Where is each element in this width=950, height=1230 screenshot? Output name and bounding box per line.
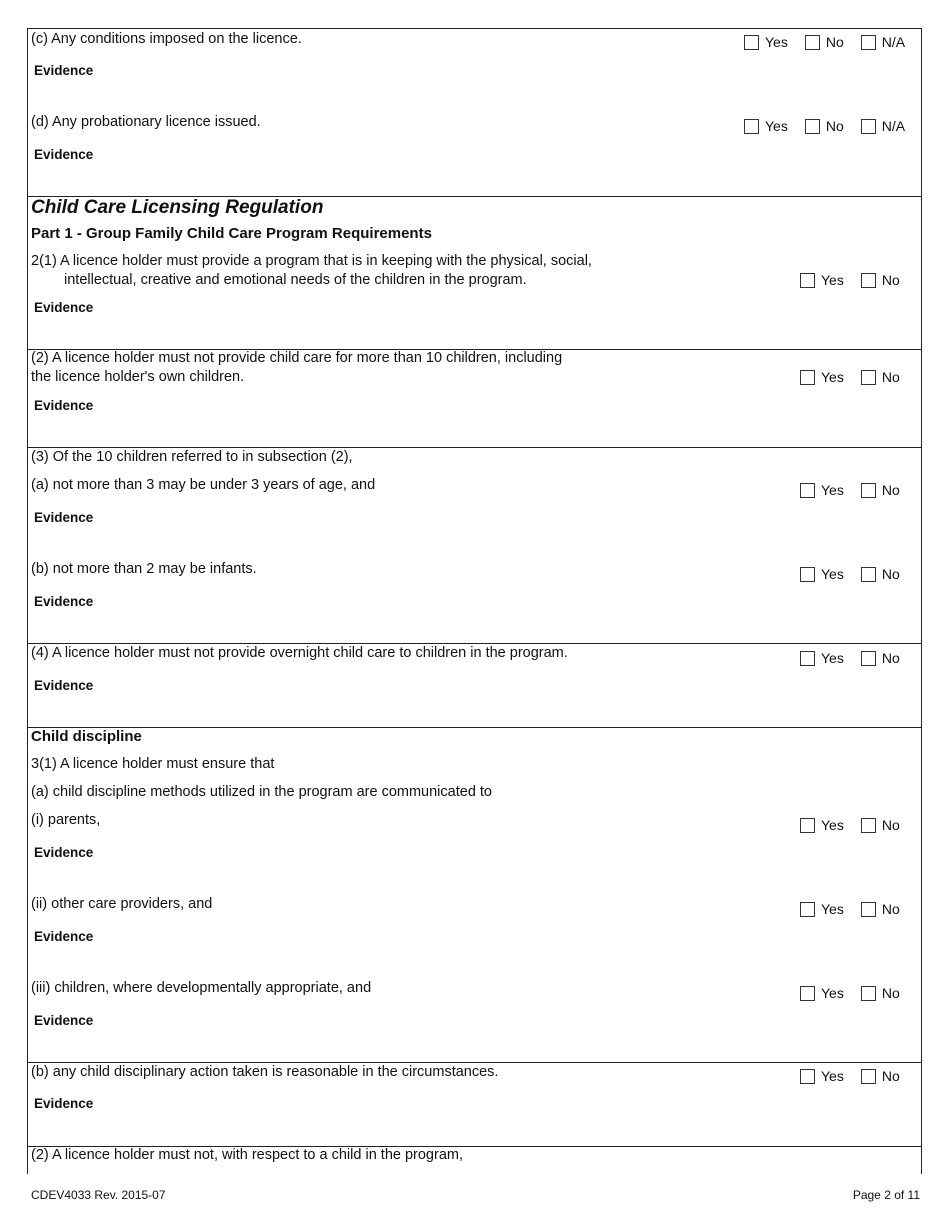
page-number: Page 2 of 11 — [852, 1188, 920, 1202]
no-option[interactable]: No — [805, 34, 844, 50]
yes-option[interactable]: Yes — [800, 369, 844, 385]
no-option[interactable]: No — [861, 1068, 900, 1084]
yes-option[interactable]: Yes — [800, 482, 844, 498]
yes-option[interactable]: Yes — [800, 272, 844, 288]
na-option[interactable]: N/A — [861, 34, 905, 50]
no-checkbox[interactable] — [805, 35, 820, 50]
yes-option[interactable]: Yes — [800, 817, 844, 833]
divider — [28, 727, 921, 728]
regulation-2-2-options — [800, 369, 900, 385]
evidence-label: Evidence — [34, 929, 94, 944]
yes-option[interactable]: Yes — [800, 1068, 844, 1084]
regulation-3-1a-i: (i) parents, — [31, 812, 101, 828]
regulation-2-3a: (a) not more than 3 may be under 3 years of age, and — [31, 477, 376, 493]
regulation-3-1a: (a) child discipline methods utilized in the program are communicated to — [31, 784, 492, 800]
no-checkbox[interactable] — [861, 567, 876, 582]
no-option[interactable]: No — [861, 817, 900, 833]
evidence-label: Evidence — [34, 147, 94, 162]
no-checkbox[interactable] — [861, 273, 876, 288]
yes-option[interactable]: Yes — [800, 650, 844, 666]
evidence-label: Evidence — [34, 510, 94, 525]
no-checkbox[interactable] — [861, 370, 876, 385]
na-checkbox[interactable] — [861, 119, 876, 134]
regulation-3-1a-iii: (iii) children, where developmentally appropriate, and — [31, 980, 372, 996]
evidence-label: Evidence — [34, 1013, 94, 1028]
yes-checkbox[interactable] — [800, 902, 815, 917]
evidence-label: Evidence — [34, 678, 94, 693]
no-option[interactable]: No — [861, 985, 900, 1001]
item-c-text: (c) Any conditions imposed on the licence. — [31, 31, 302, 47]
na-option[interactable]: N/A — [861, 118, 905, 134]
yes-option[interactable]: Yes — [800, 566, 844, 582]
yes-checkbox[interactable] — [800, 483, 815, 498]
regulation-2-1: 2(1) A licence holder must provide a program that is in keeping with the physical, social, intellectual, creative and emotional needs of the children in the program. — [31, 253, 592, 288]
yes-option[interactable]: Yes — [800, 985, 844, 1001]
regulation-3-1a-iii-options — [800, 985, 900, 1001]
yes-checkbox[interactable] — [744, 35, 759, 50]
regulation-2-3: (3) Of the 10 children referred to in subsection (2), — [31, 449, 353, 465]
regulation-2-3a-options — [800, 482, 900, 498]
no-checkbox[interactable] — [861, 1069, 876, 1084]
regulation-2-3b: (b) not more than 2 may be infants. — [31, 561, 257, 577]
yes-checkbox[interactable] — [800, 273, 815, 288]
form-id: CDEV4033 Rev. 2015-07 — [31, 1188, 166, 1202]
evidence-label: Evidence — [34, 845, 94, 860]
yes-option[interactable]: Yes — [744, 118, 788, 134]
no-checkbox[interactable] — [805, 119, 820, 134]
na-checkbox[interactable] — [861, 35, 876, 50]
item-d-options — [744, 118, 905, 134]
yes-checkbox[interactable] — [800, 370, 815, 385]
no-checkbox[interactable] — [861, 651, 876, 666]
regulation-3-1a-ii-options — [800, 901, 900, 917]
yes-checkbox[interactable] — [800, 1069, 815, 1084]
item-c-options — [744, 34, 905, 50]
yes-checkbox[interactable] — [800, 567, 815, 582]
regulation-3-1a-i-options — [800, 817, 900, 833]
yes-checkbox[interactable] — [800, 986, 815, 1001]
yes-option[interactable]: Yes — [800, 901, 844, 917]
regulation-2-4-options — [800, 650, 900, 666]
yes-checkbox[interactable] — [744, 119, 759, 134]
regulation-2-3b-options — [800, 566, 900, 582]
no-checkbox[interactable] — [861, 902, 876, 917]
no-option[interactable]: No — [861, 566, 900, 582]
no-checkbox[interactable] — [861, 483, 876, 498]
part-heading: Part 1 - Group Family Child Care Program Requirements — [31, 225, 432, 242]
regulation-2-1-options — [800, 272, 900, 288]
regulation-3-2: (2) A licence holder must not, with respect to a child in the program, — [31, 1147, 463, 1163]
evidence-label: Evidence — [34, 594, 94, 609]
section-title: Child Care Licensing Regulation — [31, 197, 324, 218]
regulation-3-1: 3(1) A licence holder must ensure that — [31, 756, 275, 772]
evidence-label: Evidence — [34, 63, 94, 78]
yes-option[interactable]: Yes — [744, 34, 788, 50]
item-d-text: (d) Any probationary licence issued. — [31, 114, 261, 130]
no-checkbox[interactable] — [861, 818, 876, 833]
regulation-2-2: (2) A licence holder must not provide child care for more than 10 children, including the licence holder's own children. — [31, 350, 563, 385]
no-option[interactable]: No — [861, 482, 900, 498]
no-checkbox[interactable] — [861, 986, 876, 1001]
regulation-3-1b-options — [800, 1068, 900, 1084]
evidence-label: Evidence — [34, 1096, 94, 1111]
regulation-3-1b: (b) any child disciplinary action taken is reasonable in the circumstances. — [31, 1064, 499, 1080]
no-option[interactable]: No — [861, 272, 900, 288]
no-option[interactable]: No — [805, 118, 844, 134]
yes-checkbox[interactable] — [800, 818, 815, 833]
no-option[interactable]: No — [861, 369, 900, 385]
discipline-heading: Child discipline — [31, 728, 142, 745]
evidence-label: Evidence — [34, 398, 94, 413]
no-option[interactable]: No — [861, 650, 900, 666]
regulation-3-1a-ii: (ii) other care providers, and — [31, 896, 213, 912]
inspection-form — [27, 28, 922, 1174]
yes-checkbox[interactable] — [800, 651, 815, 666]
evidence-label: Evidence — [34, 300, 94, 315]
regulation-2-4: (4) A licence holder must not provide overnight child care to children in the program. — [31, 645, 568, 661]
no-option[interactable]: No — [861, 901, 900, 917]
